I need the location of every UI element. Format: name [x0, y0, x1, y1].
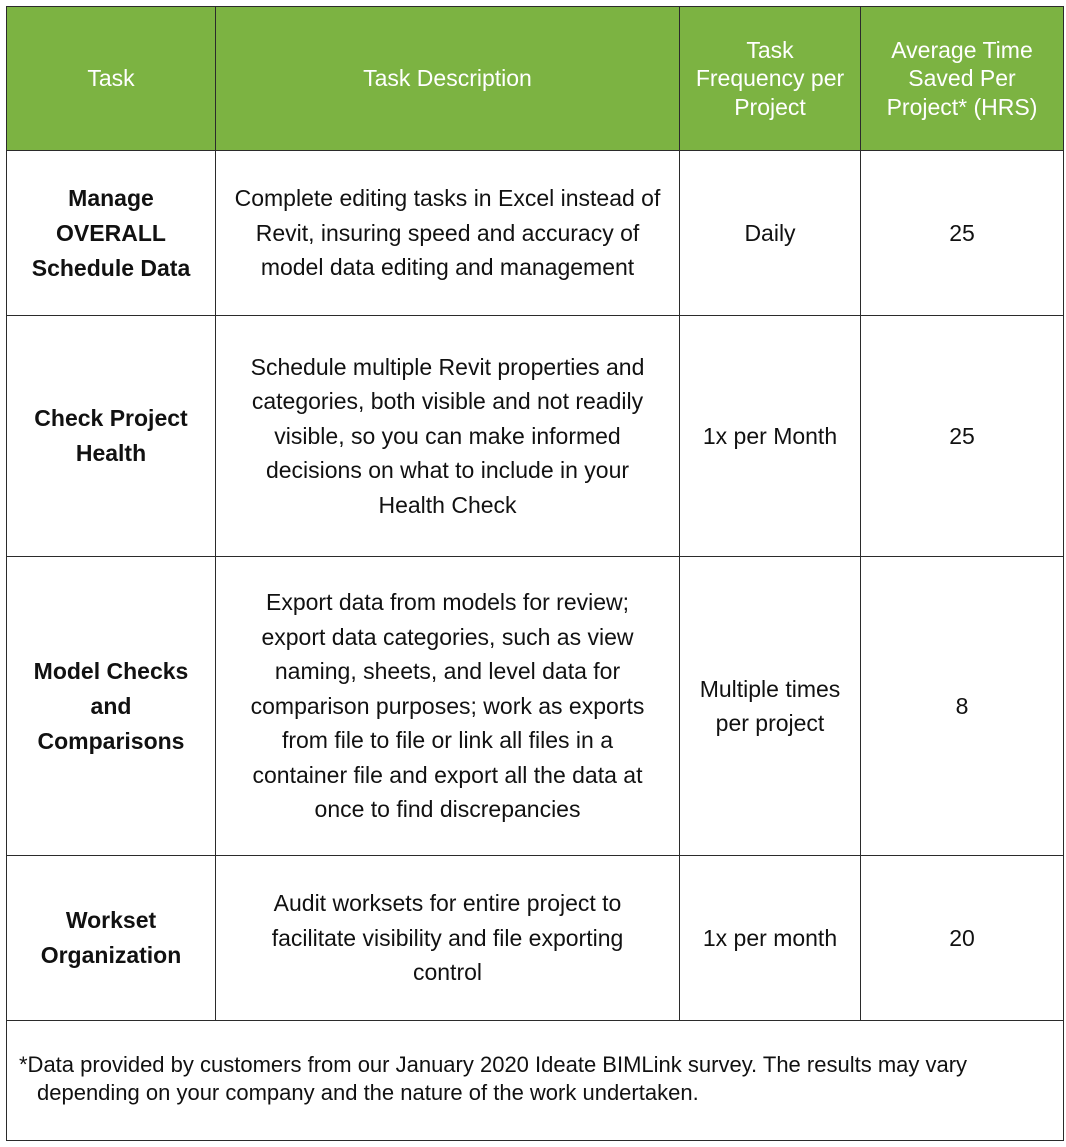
header-description: Task Description — [216, 7, 680, 151]
task-cell — [7, 316, 216, 557]
frequency-cell: 1x per month — [680, 856, 861, 1021]
description-cell — [216, 856, 680, 1021]
header-task: Task — [7, 7, 216, 151]
header-time-saved-text: Average Time Saved Per Project* (HRS) — [886, 36, 1038, 120]
task-description: Schedule multiple Revit properties and categories, both visible and not readily visible, so you can make informed decisions on what to include in your Health Check — [250, 353, 645, 518]
task-description: Complete editing tasks in Excel instead of Revit, insuring speed and accuracy of model data editing and management — [234, 185, 661, 281]
header-frequency — [680, 7, 861, 151]
task-name: Manage OVERALL Schedule Data — [31, 184, 191, 281]
task-name: Model Checks and Comparisons — [33, 657, 189, 754]
header-frequency-text: Task Frequency per Project — [695, 36, 845, 120]
time-savings-table — [6, 6, 1064, 1141]
footnote-row — [7, 1021, 1064, 1141]
task-name: Workset Organization — [40, 907, 182, 968]
description-cell — [216, 557, 680, 856]
table-row — [7, 557, 1064, 856]
description-cell — [216, 316, 680, 557]
task-description: Export data from models for review; export data categories, such as view naming, sheets, and level data for comparison purposes; work as exports from file to file or link all files in a container file and export all the data at once to find discrepancies — [250, 589, 645, 823]
time-saved-cell: 25 — [861, 151, 1064, 316]
table-row — [7, 856, 1064, 1021]
task-frequency: Multiple times per project — [699, 675, 841, 736]
task-cell — [7, 856, 216, 1021]
frequency-cell: Daily — [680, 151, 861, 316]
task-cell — [7, 151, 216, 316]
description-cell — [216, 151, 680, 316]
task-cell — [7, 557, 216, 856]
time-saved-cell: 20 — [861, 856, 1064, 1021]
task-description: Audit worksets for entire project to facilitate visibility and file exporting control — [271, 890, 624, 986]
header-row — [7, 7, 1064, 151]
footnote-cell — [7, 1021, 1064, 1141]
footnote-text: *Data provided by customers from our January 2020 Ideate BIMLink survey. The results may vary depending on your company and the nature of the work undertaken. — [19, 1051, 968, 1105]
table-row — [7, 316, 1064, 557]
frequency-cell: 1x per Month — [680, 316, 861, 557]
time-saved-cell: 25 — [861, 316, 1064, 557]
frequency-cell — [680, 557, 861, 856]
table-row — [7, 151, 1064, 316]
task-name: Check Project Health — [34, 405, 188, 466]
time-savings-table-container — [6, 6, 1064, 1141]
time-saved-cell: 8 — [861, 557, 1064, 856]
header-time-saved — [861, 7, 1064, 151]
